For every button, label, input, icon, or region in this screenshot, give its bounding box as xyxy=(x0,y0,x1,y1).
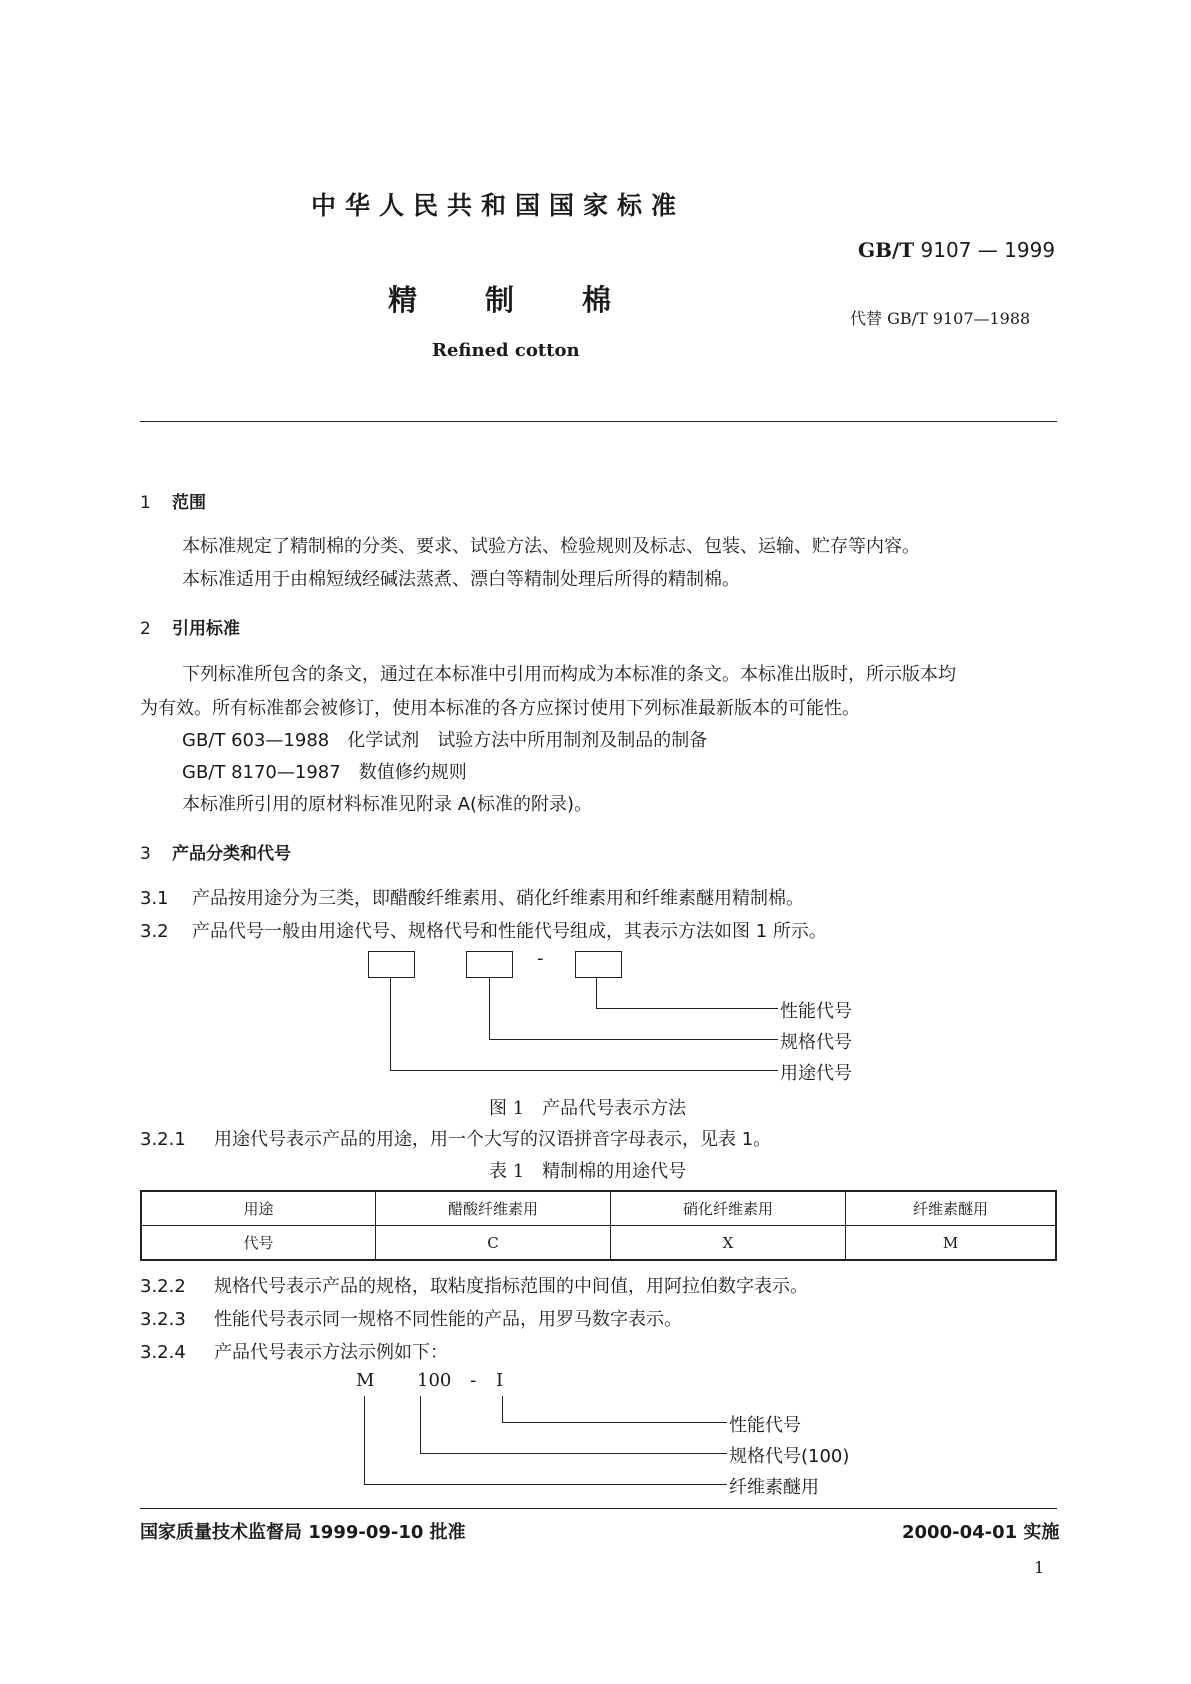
section-3-heading: 3 产品分类和代号 xyxy=(140,844,291,864)
usage-code-table xyxy=(140,1190,1057,1261)
performance-leader-horizontal xyxy=(596,1008,778,1009)
table-cell: 纤维素醚用 xyxy=(846,1191,1057,1226)
standard-number xyxy=(858,238,1055,262)
example-performance-leader-vertical xyxy=(502,1396,503,1423)
reference-gb-603: GB/T 603—1988 化学试剂 试验方法中所用制剂及制品的制备 xyxy=(182,730,708,751)
replaces-standard: 代替 GB/T 9107—1988 xyxy=(850,309,1031,328)
example-use-leader-vertical xyxy=(364,1396,365,1485)
table-cell: M xyxy=(846,1226,1057,1261)
section-2-para-1-line-1: 下列标准所包含的条文，通过在本标准中引用而构成为本标准的条文。本标准出版时，所示版本均 xyxy=(182,664,956,685)
example-use-code: M xyxy=(356,1370,375,1391)
example-label-spec: 规格代号(100) xyxy=(729,1446,850,1467)
figure-1-caption: 图 1 产品代号表示方法 xyxy=(489,1098,687,1119)
section-1-para-2: 本标准适用于由棉短绒经碱法蒸煮、漂白等精制处理后所得的精制棉。 xyxy=(182,569,740,590)
spec-leader-vertical xyxy=(489,978,490,1040)
example-performance-code: I xyxy=(496,1370,504,1391)
spec-code-box xyxy=(466,951,513,978)
standard-prefix: GB/T xyxy=(858,238,915,262)
document-title: 精制棉 xyxy=(388,283,680,317)
section-2-para-1-line-2: 为有效。所有标准都会被修订，使用本标准的各方应探讨使用下列标准最新版本的可能性。 xyxy=(140,698,860,719)
english-title: Refined cotton xyxy=(432,340,580,361)
effective-date: 2000-04-01 实施 xyxy=(902,1522,1060,1543)
example-dash: - xyxy=(470,1370,477,1391)
figure-label-use: 用途代号 xyxy=(780,1063,852,1084)
clause-3-2-4: 3.2.4 产品代号表示方法示例如下： xyxy=(140,1342,448,1363)
reference-gb-8170: GB/T 8170—1987 数值修约规则 xyxy=(182,762,467,783)
clause-3-2-3: 3.2.3 性能代号表示同一规格不同性能的产品，用罗马数字表示。 xyxy=(140,1309,682,1330)
section-2-para-2: 本标准所引用的原材料标准见附录 A(标准的附录)。 xyxy=(182,794,593,815)
figure-dash: - xyxy=(537,948,544,969)
page-number: 1 xyxy=(1034,1558,1045,1577)
approval-info: 国家质量技术监督局 1999-09-10 批准 xyxy=(140,1522,466,1543)
figure-label-spec: 规格代号 xyxy=(780,1032,852,1053)
header-divider xyxy=(140,421,1057,422)
table-cell: X xyxy=(611,1226,846,1261)
example-label-performance: 性能代号 xyxy=(729,1415,801,1436)
performance-leader-vertical xyxy=(596,978,597,1009)
section-2-heading: 2 引用标准 xyxy=(140,619,240,639)
standard-year: 9107 — 1999 xyxy=(920,238,1056,262)
figure-label-performance: 性能代号 xyxy=(780,1001,852,1022)
table-row xyxy=(141,1191,1056,1226)
example-spec-leader-vertical xyxy=(420,1396,421,1454)
table-cell: 硝化纤维素用 xyxy=(611,1191,846,1226)
table-cell: 醋酸纤维素用 xyxy=(376,1191,611,1226)
use-leader-horizontal xyxy=(390,1070,778,1071)
table-cell: C xyxy=(376,1226,611,1261)
table-1-caption: 表 1 精制棉的用途代号 xyxy=(489,1161,687,1182)
clause-3-2-2: 3.2.2 规格代号表示产品的规格，取粘度指标范围的中间值，用阿拉伯数字表示。 xyxy=(140,1276,808,1297)
clause-3-1: 3.1 产品按用途分为三类，即醋酸纤维素用、硝化纤维素用和纤维素醚用精制棉。 xyxy=(140,888,804,909)
example-spec-leader-horizontal xyxy=(420,1453,727,1454)
section-1-heading: 1 范围 xyxy=(140,493,206,513)
performance-code-box xyxy=(575,951,622,978)
table-row xyxy=(141,1226,1056,1261)
use-code-box xyxy=(368,951,415,978)
example-spec-code: 100 xyxy=(417,1370,452,1391)
spec-leader-horizontal xyxy=(489,1039,778,1040)
example-label-use: 纤维素醚用 xyxy=(729,1477,819,1498)
issuing-authority: 中华人民共和国国家标准 xyxy=(311,191,686,220)
table-cell: 代号 xyxy=(141,1226,376,1261)
table-cell: 用途 xyxy=(141,1191,376,1226)
example-performance-leader-horizontal xyxy=(502,1422,727,1423)
example-use-leader-horizontal xyxy=(364,1484,727,1485)
clause-3-2: 3.2 产品代号一般由用途代号、规格代号和性能代号组成，其表示方法如图 1 所示。 xyxy=(140,921,827,942)
clause-3-2-1: 3.2.1 用途代号表示产品的用途，用一个大写的汉语拼音字母表示，见表 1。 xyxy=(140,1129,772,1150)
section-1-para-1: 本标准规定了精制棉的分类、要求、试验方法、检验规则及标志、包装、运输、贮存等内容。 xyxy=(182,536,920,557)
use-leader-vertical xyxy=(390,978,391,1071)
footer-divider xyxy=(140,1508,1057,1509)
